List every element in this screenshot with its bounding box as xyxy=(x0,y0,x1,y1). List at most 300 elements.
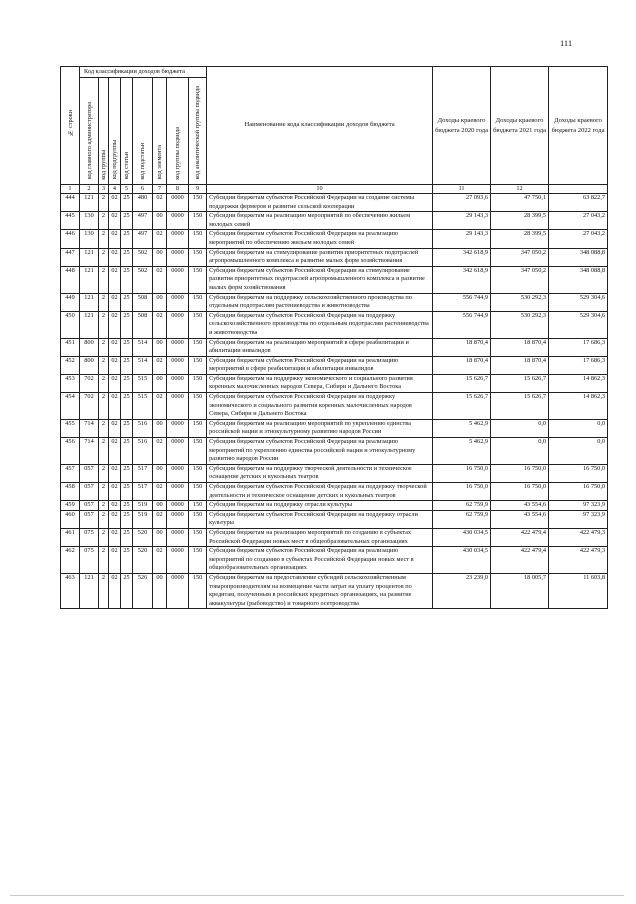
income-2021-cell: 43 554,6 xyxy=(491,501,549,511)
subarticle-code-cell: 497 xyxy=(133,212,153,230)
table-row xyxy=(61,356,608,374)
subtype-group-code-cell: 0000 xyxy=(167,293,189,311)
analytic-group-code-cell: 150 xyxy=(189,528,207,546)
income-2021-cell: 422 479,4 xyxy=(491,528,549,546)
element-code-cell: 00 xyxy=(153,293,167,311)
admin-code-cell: 057 xyxy=(80,501,99,511)
admin-code-cell: 800 xyxy=(80,338,99,356)
row-number-cell: 461 xyxy=(61,528,80,546)
group-code-cell: 2 xyxy=(99,464,109,482)
income-2022-cell: 422 479,3 xyxy=(549,528,608,546)
subarticle-code-cell: 514 xyxy=(133,356,153,374)
row-number-header: № строки xyxy=(61,67,80,185)
code-name-cell: Субсидии бюджетам на реализацию мероприятий по укреплению единства российской нации и этнокультурному развитию народов России xyxy=(207,419,433,437)
subgroup-code-cell: 02 xyxy=(109,510,121,528)
subtype-group-code-cell: 0000 xyxy=(167,510,189,528)
subtype-group-code-cell: 0000 xyxy=(167,356,189,374)
subtype-group-code-cell: 0000 xyxy=(167,194,189,212)
group-code-cell: 2 xyxy=(99,311,109,338)
table-row xyxy=(61,573,608,608)
element-code-cell: 02 xyxy=(153,547,167,574)
income-2022-header: Доходы краевого бюджета 2022 года xyxy=(549,67,608,185)
income-2020-cell: 430 034,5 xyxy=(433,547,491,574)
analytic-group-code-cell: 150 xyxy=(189,194,207,212)
subgroup-code-cell: 02 xyxy=(109,212,121,230)
column-number: 4 xyxy=(109,185,121,194)
table-row xyxy=(61,293,608,311)
subgroup-code-cell: 02 xyxy=(109,573,121,608)
income-2022-cell: 16 750,0 xyxy=(549,483,608,501)
article-code-cell: 25 xyxy=(121,573,133,608)
element-code-cell: 02 xyxy=(153,266,167,293)
subtype-group-code-cell: 0000 xyxy=(167,338,189,356)
analytic-group-code-cell: 150 xyxy=(189,438,207,465)
row-number-cell: 451 xyxy=(61,338,80,356)
row-number-cell: 448 xyxy=(61,266,80,293)
article-code-cell: 25 xyxy=(121,338,133,356)
element-code-cell: 00 xyxy=(153,501,167,511)
column-number: 5 xyxy=(121,185,133,194)
code-name-cell: Субсидии бюджетам субъектов Российской Федерации на реализацию мероприятий по созданию в субъектах Российской Федерации новых мест в общеобразовательных организациях xyxy=(207,547,433,574)
article-code-cell: 25 xyxy=(121,483,133,501)
analytic-group-code-cell: 150 xyxy=(189,464,207,482)
article-code-cell: 25 xyxy=(121,393,133,420)
element-code-cell: 00 xyxy=(153,528,167,546)
row-number-cell: 458 xyxy=(61,483,80,501)
element-code-cell: 00 xyxy=(153,464,167,482)
admin-code-cell: 121 xyxy=(80,311,99,338)
subtype-group-code-cell: 0000 xyxy=(167,419,189,437)
article-code-cell: 25 xyxy=(121,501,133,511)
table-row xyxy=(61,510,608,528)
group-code-cell: 2 xyxy=(99,212,109,230)
article-code-cell: 25 xyxy=(121,374,133,392)
element-code-cell: 00 xyxy=(153,248,167,266)
column-number: 8 xyxy=(167,185,189,194)
subtype-group-code-cell: 0000 xyxy=(167,464,189,482)
income-2020-cell: 16 750,0 xyxy=(433,464,491,482)
article-code-cell: 25 xyxy=(121,230,133,248)
income-2020-cell: 23 239,0 xyxy=(433,573,491,608)
code-name-cell: Субсидии бюджетам субъектов Российской Федерации на реализацию мероприятий по обеспечению жильем молодых семей xyxy=(207,230,433,248)
income-2020-cell: 18 870,4 xyxy=(433,338,491,356)
column-number-row xyxy=(61,185,608,194)
group-code-cell: 2 xyxy=(99,194,109,212)
analytic-group-code-cell: 150 xyxy=(189,573,207,608)
admin-code-cell: 714 xyxy=(80,419,99,437)
income-2021-cell: 15 626,7 xyxy=(491,374,549,392)
subgroup-code-cell: 02 xyxy=(109,464,121,482)
code-name-cell: Субсидии бюджетам субъектов Российской Федерации на поддержку сельскохозяйственного производства по отдельным подотраслям растениеводства и животноводства xyxy=(207,311,433,338)
group-code-cell: 2 xyxy=(99,248,109,266)
code-name-cell: Субсидии бюджетам субъектов Российской Федерации на реализацию мероприятий в сфере реабилитации и абилитации инвалидов xyxy=(207,356,433,374)
income-2022-cell: 11 603,8 xyxy=(549,573,608,608)
income-2021-cell: 18 870,4 xyxy=(491,338,549,356)
admin-code-cell: 121 xyxy=(80,573,99,608)
analytic-group-code-cell: 150 xyxy=(189,230,207,248)
row-number-cell: 463 xyxy=(61,573,80,608)
column-number: 2 xyxy=(80,185,99,194)
row-number-cell: 455 xyxy=(61,419,80,437)
subgroup-code-cell: 02 xyxy=(109,266,121,293)
income-2022-cell: 97 323,9 xyxy=(549,501,608,511)
article-code-cell: 25 xyxy=(121,356,133,374)
article-code-cell: 25 xyxy=(121,248,133,266)
column-number: 3 xyxy=(99,185,109,194)
code-name-cell: Субсидии бюджетам на поддержку экономического и социального развития коренных малочисленных народов Севера, Сибири и Дальнего Востока xyxy=(207,374,433,392)
subgroup-code-cell: 02 xyxy=(109,311,121,338)
element-code-cell: 00 xyxy=(153,419,167,437)
group-code-cell: 2 xyxy=(99,266,109,293)
table-row xyxy=(61,248,608,266)
subtype-group-code-cell: 0000 xyxy=(167,573,189,608)
subtype-group-code-cell: 0000 xyxy=(167,212,189,230)
subgroup-code-cell: 02 xyxy=(109,393,121,420)
subtype-group-code-cell: 0000 xyxy=(167,393,189,420)
income-2022-cell: 16 750,0 xyxy=(549,464,608,482)
table-row xyxy=(61,230,608,248)
group-code-cell: 2 xyxy=(99,438,109,465)
income-2020-cell: 62 759,9 xyxy=(433,510,491,528)
subarticle-code-header: код подстатьи xyxy=(133,78,153,185)
income-2021-cell: 530 292,3 xyxy=(491,311,549,338)
code-name-cell: Субсидии бюджетам субъектов Российской Федерации на стимулирование развития приоритетных подотраслей агропромышленного комплекса и развитие малых форм хозяйствования xyxy=(207,266,433,293)
income-2022-cell: 529 304,6 xyxy=(549,311,608,338)
income-2021-cell: 28 399,5 xyxy=(491,212,549,230)
group-code-cell: 2 xyxy=(99,374,109,392)
analytic-group-code-cell: 150 xyxy=(189,393,207,420)
analytic-group-code-cell: 150 xyxy=(189,547,207,574)
income-2020-cell: 342 618,9 xyxy=(433,248,491,266)
subarticle-code-cell: 520 xyxy=(133,528,153,546)
subgroup-code-header: код подгруппы xyxy=(109,78,121,185)
subarticle-code-cell: 519 xyxy=(133,501,153,511)
table-row xyxy=(61,483,608,501)
subarticle-code-cell: 508 xyxy=(133,311,153,338)
table-row xyxy=(61,438,608,465)
admin-code-cell: 121 xyxy=(80,248,99,266)
row-number-cell: 459 xyxy=(61,501,80,511)
income-2021-cell: 422 479,4 xyxy=(491,547,549,574)
code-name-cell: Субсидии бюджетам на реализацию мероприятий по обеспечению жильем молодых семей xyxy=(207,212,433,230)
element-code-cell: 02 xyxy=(153,356,167,374)
subtype-group-code-cell: 0000 xyxy=(167,501,189,511)
table-row xyxy=(61,464,608,482)
code-name-header: Наименование кода классификации доходов бюджета xyxy=(207,67,433,185)
income-2022-cell: 14 862,3 xyxy=(549,393,608,420)
analytic-group-code-cell: 150 xyxy=(189,248,207,266)
table-row xyxy=(61,419,608,437)
element-code-cell: 02 xyxy=(153,510,167,528)
code-name-cell: Субсидии бюджетам субъектов Российской Федерации на создание системы поддержки фермеров и развитие сельской кооперации xyxy=(207,194,433,212)
column-number: 12 xyxy=(491,185,549,194)
element-code-cell: 02 xyxy=(153,311,167,338)
subtype-group-code-header: код группы подвида xyxy=(167,78,189,185)
income-2022-cell: 348 088,8 xyxy=(549,248,608,266)
subarticle-code-cell: 520 xyxy=(133,547,153,574)
subtype-group-code-cell: 0000 xyxy=(167,311,189,338)
row-number-cell: 450 xyxy=(61,311,80,338)
income-2021-header: Доходы краевого бюджета 2021 года xyxy=(491,67,549,185)
analytic-group-code-header: код аналитической группы подвида xyxy=(189,78,207,185)
income-2022-cell: 27 043,2 xyxy=(549,230,608,248)
group-code-cell: 2 xyxy=(99,501,109,511)
analytic-group-code-cell: 150 xyxy=(189,419,207,437)
column-number xyxy=(549,185,608,194)
code-name-cell: Субсидии бюджетам субъектов Российской Федерации на реализацию мероприятий по укреплению единства российской нации и этнокультурному развитию народов России xyxy=(207,438,433,465)
income-2022-cell: 63 822,7 xyxy=(549,194,608,212)
admin-code-cell: 130 xyxy=(80,212,99,230)
table-row xyxy=(61,547,608,574)
analytic-group-code-cell: 150 xyxy=(189,510,207,528)
group-code-cell: 2 xyxy=(99,483,109,501)
analytic-group-code-cell: 150 xyxy=(189,311,207,338)
element-code-cell: 02 xyxy=(153,230,167,248)
income-2020-cell: 16 750,0 xyxy=(433,483,491,501)
article-code-cell: 25 xyxy=(121,547,133,574)
analytic-group-code-cell: 150 xyxy=(189,374,207,392)
group-code-cell: 2 xyxy=(99,510,109,528)
subarticle-code-cell: 514 xyxy=(133,338,153,356)
subarticle-code-cell: 480 xyxy=(133,194,153,212)
admin-code-cell: 075 xyxy=(80,528,99,546)
income-2022-cell: 27 043,2 xyxy=(549,212,608,230)
subgroup-code-cell: 02 xyxy=(109,547,121,574)
subarticle-code-cell: 515 xyxy=(133,393,153,420)
subtype-group-code-cell: 0000 xyxy=(167,374,189,392)
group-code-cell: 2 xyxy=(99,393,109,420)
subtype-group-code-cell: 0000 xyxy=(167,230,189,248)
code-name-cell: Субсидии бюджетам на реализацию мероприятий в сфере реабилитации и абилитации инвалидов xyxy=(207,338,433,356)
group-code-cell: 2 xyxy=(99,293,109,311)
admin-code-cell: 121 xyxy=(80,266,99,293)
income-2022-cell: 422 479,3 xyxy=(549,547,608,574)
code-name-cell: Субсидии бюджетам на поддержку отрасли культуры xyxy=(207,501,433,511)
income-2021-cell: 15 626,7 xyxy=(491,393,549,420)
group-code-cell: 2 xyxy=(99,573,109,608)
analytic-group-code-cell: 150 xyxy=(189,356,207,374)
income-2022-cell: 348 088,8 xyxy=(549,266,608,293)
row-number-cell: 453 xyxy=(61,374,80,392)
admin-code-cell: 121 xyxy=(80,194,99,212)
row-number-cell: 444 xyxy=(61,194,80,212)
column-number: 9 xyxy=(189,185,207,194)
income-2022-cell: 0,0 xyxy=(549,419,608,437)
element-code-cell: 00 xyxy=(153,573,167,608)
article-code-cell: 25 xyxy=(121,212,133,230)
admin-code-cell: 057 xyxy=(80,464,99,482)
subarticle-code-cell: 502 xyxy=(133,248,153,266)
row-number-cell: 462 xyxy=(61,547,80,574)
income-2021-cell: 347 050,2 xyxy=(491,248,549,266)
article-code-header: код статьи xyxy=(121,78,133,185)
group-code-cell: 2 xyxy=(99,547,109,574)
subtype-group-code-cell: 0000 xyxy=(167,483,189,501)
table-row xyxy=(61,311,608,338)
subarticle-code-cell: 517 xyxy=(133,464,153,482)
table-row xyxy=(61,528,608,546)
analytic-group-code-cell: 150 xyxy=(189,212,207,230)
admin-code-header: код главного администратора xyxy=(80,78,99,185)
subgroup-code-cell: 02 xyxy=(109,230,121,248)
article-code-cell: 25 xyxy=(121,293,133,311)
subarticle-code-cell: 515 xyxy=(133,374,153,392)
subgroup-code-cell: 02 xyxy=(109,419,121,437)
income-2021-cell: 347 050,2 xyxy=(491,266,549,293)
income-2020-cell: 29 143,3 xyxy=(433,212,491,230)
admin-code-cell: 121 xyxy=(80,293,99,311)
subgroup-code-cell: 02 xyxy=(109,528,121,546)
income-2021-cell: 18 870,4 xyxy=(491,356,549,374)
income-2020-cell: 62 759,9 xyxy=(433,501,491,511)
subgroup-code-cell: 02 xyxy=(109,293,121,311)
income-2021-cell: 43 554,6 xyxy=(491,510,549,528)
income-2022-cell: 17 686,3 xyxy=(549,356,608,374)
group-code-cell: 2 xyxy=(99,356,109,374)
admin-code-cell: 057 xyxy=(80,510,99,528)
page-bottom-rule xyxy=(10,895,624,896)
income-2021-cell: 0,0 xyxy=(491,438,549,465)
group-code-header: код группы xyxy=(99,78,109,185)
admin-code-cell: 130 xyxy=(80,230,99,248)
row-number-cell: 445 xyxy=(61,212,80,230)
income-2022-cell: 529 304,6 xyxy=(549,293,608,311)
article-code-cell: 25 xyxy=(121,464,133,482)
article-code-cell: 25 xyxy=(121,528,133,546)
column-number: 6 xyxy=(133,185,153,194)
page-number: 111 xyxy=(560,38,573,48)
income-2021-cell: 28 399,5 xyxy=(491,230,549,248)
analytic-group-code-cell: 150 xyxy=(189,338,207,356)
admin-code-cell: 702 xyxy=(80,374,99,392)
income-2021-cell: 16 750,0 xyxy=(491,464,549,482)
code-name-cell: Субсидии бюджетам на поддержку сельскохозяйственного производства по отдельным подотраслям растениеводства и животноводства xyxy=(207,293,433,311)
column-number: 7 xyxy=(153,185,167,194)
budget-income-table xyxy=(60,66,608,609)
article-code-cell: 25 xyxy=(121,266,133,293)
income-2020-cell: 18 870,4 xyxy=(433,356,491,374)
table-row xyxy=(61,212,608,230)
table-row xyxy=(61,338,608,356)
subarticle-code-cell: 526 xyxy=(133,573,153,608)
group-code-cell: 2 xyxy=(99,528,109,546)
income-2020-cell: 29 143,3 xyxy=(433,230,491,248)
article-code-cell: 25 xyxy=(121,438,133,465)
column-number: 1 xyxy=(61,185,80,194)
row-number-cell: 457 xyxy=(61,464,80,482)
subtype-group-code-cell: 0000 xyxy=(167,266,189,293)
subarticle-code-cell: 517 xyxy=(133,483,153,501)
element-code-cell: 02 xyxy=(153,483,167,501)
analytic-group-code-cell: 150 xyxy=(189,293,207,311)
income-2021-cell: 530 292,3 xyxy=(491,293,549,311)
table-row xyxy=(61,501,608,511)
income-2020-cell: 15 626,7 xyxy=(433,374,491,392)
article-code-cell: 25 xyxy=(121,419,133,437)
income-2022-cell: 14 862,3 xyxy=(549,374,608,392)
article-code-cell: 25 xyxy=(121,311,133,338)
income-2020-cell: 15 626,7 xyxy=(433,393,491,420)
group-code-cell: 2 xyxy=(99,419,109,437)
row-number-cell: 456 xyxy=(61,438,80,465)
income-2020-cell: 5 462,9 xyxy=(433,438,491,465)
income-2021-cell: 0,0 xyxy=(491,419,549,437)
income-2020-cell: 5 462,9 xyxy=(433,419,491,437)
analytic-group-code-cell: 150 xyxy=(189,266,207,293)
element-code-cell: 02 xyxy=(153,393,167,420)
income-2020-cell: 556 744,9 xyxy=(433,293,491,311)
admin-code-cell: 800 xyxy=(80,356,99,374)
element-code-cell: 00 xyxy=(153,374,167,392)
row-number-cell: 454 xyxy=(61,393,80,420)
code-name-cell: Субсидии бюджетам на стимулирование развития приоритетных подотраслей агропромышленного комплекса и развитие малых форм хозяйствования xyxy=(207,248,433,266)
subarticle-code-cell: 516 xyxy=(133,438,153,465)
income-2022-cell: 97 323,9 xyxy=(549,510,608,528)
group-code-cell: 2 xyxy=(99,230,109,248)
code-name-cell: Субсидии бюджетам на предоставление субсидий сельскохозяйственным товаропроизводителям на возмещение части затрат на уплату процентов по кредитам, полученным в российских кредитных организациях, на развитие аквакультуры (рыбоводство) и товарного осетроводства xyxy=(207,573,433,608)
subtype-group-code-cell: 0000 xyxy=(167,547,189,574)
income-2020-cell: 342 618,9 xyxy=(433,266,491,293)
table-body xyxy=(61,194,608,609)
element-code-cell: 02 xyxy=(153,194,167,212)
income-2020-cell: 27 093,6 xyxy=(433,194,491,212)
table-row xyxy=(61,374,608,392)
element-code-cell: 02 xyxy=(153,438,167,465)
code-name-cell: Субсидии бюджетам субъектов Российской Федерации на поддержку творческой деятельности и техническое оснащение детских и кукольных театров xyxy=(207,483,433,501)
column-number: 11 xyxy=(433,185,491,194)
element-code-cell: 00 xyxy=(153,338,167,356)
subarticle-code-cell: 497 xyxy=(133,230,153,248)
income-2020-cell: 556 744,9 xyxy=(433,311,491,338)
code-name-cell: Субсидии бюджетам на реализацию мероприятий по созданию в субъектах Российской Федерации новых мест в общеобразовательных организациях xyxy=(207,528,433,546)
table-row xyxy=(61,393,608,420)
subgroup-code-cell: 02 xyxy=(109,438,121,465)
income-2022-cell: 17 686,3 xyxy=(549,338,608,356)
income-2021-cell: 47 750,1 xyxy=(491,194,549,212)
subgroup-code-cell: 02 xyxy=(109,501,121,511)
subarticle-code-cell: 516 xyxy=(133,419,153,437)
subarticle-code-cell: 502 xyxy=(133,266,153,293)
subgroup-code-cell: 02 xyxy=(109,194,121,212)
income-2022-cell: 0,0 xyxy=(549,438,608,465)
column-number: 10 xyxy=(207,185,433,194)
admin-code-cell: 702 xyxy=(80,393,99,420)
element-code-cell: 00 xyxy=(153,212,167,230)
article-code-cell: 25 xyxy=(121,510,133,528)
code-name-cell: Субсидии бюджетам субъектов Российской Федерации на поддержку отрасли культуры xyxy=(207,510,433,528)
subtype-group-code-cell: 0000 xyxy=(167,438,189,465)
subgroup-code-cell: 02 xyxy=(109,248,121,266)
analytic-group-code-cell: 150 xyxy=(189,501,207,511)
admin-code-cell: 075 xyxy=(80,547,99,574)
row-number-cell: 447 xyxy=(61,248,80,266)
income-2020-cell: 430 034,5 xyxy=(433,528,491,546)
row-number-cell: 446 xyxy=(61,230,80,248)
classification-code-header: Код классификации доходов бюджета xyxy=(80,67,207,78)
group-code-cell: 2 xyxy=(99,338,109,356)
row-number-cell: 449 xyxy=(61,293,80,311)
row-number-cell: 460 xyxy=(61,510,80,528)
subtype-group-code-cell: 0000 xyxy=(167,528,189,546)
subgroup-code-cell: 02 xyxy=(109,374,121,392)
admin-code-cell: 714 xyxy=(80,438,99,465)
subtype-group-code-cell: 0000 xyxy=(167,248,189,266)
subgroup-code-cell: 02 xyxy=(109,338,121,356)
income-2021-cell: 18 005,7 xyxy=(491,573,549,608)
element-code-header: код элемента xyxy=(153,78,167,185)
subarticle-code-cell: 508 xyxy=(133,293,153,311)
row-number-cell: 452 xyxy=(61,356,80,374)
